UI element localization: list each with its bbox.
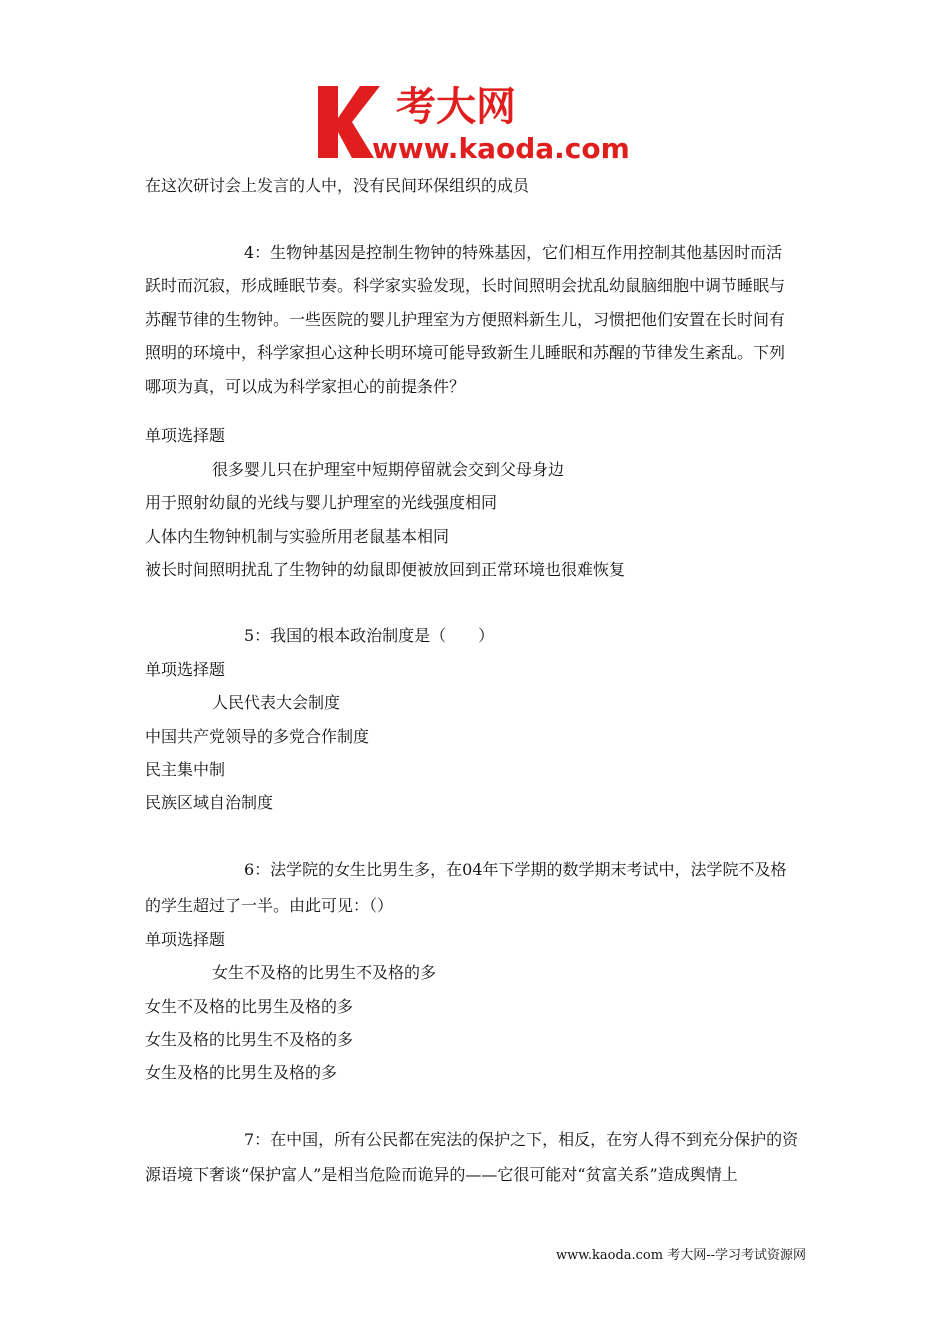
kaoda-logo-graphic [316,78,646,166]
q4-line-1: 4：生物钟基因是控制生物钟的特殊基因，它们相互作用控制其他基因时而活 [244,243,783,262]
q6-option-b: 女生不及格的比男生及格的多 [145,997,354,1016]
q6-line-2: 的学生超过了一半。由此可见：（） [145,896,394,915]
q5-line-1: 5：我国的根本政治制度是（ ） [244,626,495,645]
q4-line-2: 跃时而沉寂，形成睡眠节奏。科学家实验发现，长时间照明会扰乱幼鼠脑细胞中调节睡眠与 [145,276,786,295]
q4-option-a: 很多婴儿只在护理室中短期停留就会交到父母身边 [212,460,565,479]
q7-line-2: 源语境下奢谈“保护富人”是相当危险而诡异的——它很可能对“贫富关系”造成舆情上 [145,1165,738,1184]
q4-line-5: 哪项为真，可以成为科学家担心的前提条件？ [145,377,466,396]
q5-option-c: 民主集中制 [145,760,226,779]
page-footer: www.kaoda.com 考大网--学习考试资源网 [556,1248,806,1263]
q4-line-3: 苏醒节律的生物钟。一些医院的婴儿护理室为方便照料新生儿，习惯把他们安置在长时间有 [145,310,786,329]
q6-option-c: 女生及格的比男生不及格的多 [145,1030,354,1049]
kaoda-logo [316,78,646,166]
q6-line-1: 6：法学院的女生比男生多，在04年下学期的数学期末考试中，法学院不及格 [244,860,787,879]
q4-type: 单项选择题 [145,426,226,445]
q5-option-d: 民族区域自治制度 [145,793,274,812]
q4-line-4: 照明的环境中，科学家担心这种长明环境可能导致新生儿睡眠和苏醒的节律发生紊乱。下列 [145,343,786,362]
q5-option-b: 中国共产党领导的多党合作制度 [145,727,370,746]
q6-type: 单项选择题 [145,930,226,949]
q5-type: 单项选择题 [145,660,226,679]
q4-option-c: 人体内生物钟机制与实验所用老鼠基本相同 [145,527,450,546]
q4-option-d: 被长时间照明扰乱了生物钟的幼鼠即便被放回到正常环境也很难恢复 [145,560,626,579]
logo-brand-url: www.kaoda.com [372,132,630,165]
logo-brand-cn: 考大网 [396,84,516,130]
q5-option-a: 人民代表大会制度 [212,693,341,712]
q7-line-1: 7：在中国，所有公民都在宪法的保护之下，相反，在穷人得不到充分保护的资 [244,1130,799,1149]
intro-line: 在这次研讨会上发言的人中，没有民间环保组织的成员 [145,176,530,195]
q4-option-b: 用于照射幼鼠的光线与婴儿护理室的光线强度相同 [145,493,498,512]
q6-option-d: 女生及格的比男生及格的多 [145,1063,338,1082]
q6-option-a: 女生不及格的比男生不及格的多 [212,963,437,982]
